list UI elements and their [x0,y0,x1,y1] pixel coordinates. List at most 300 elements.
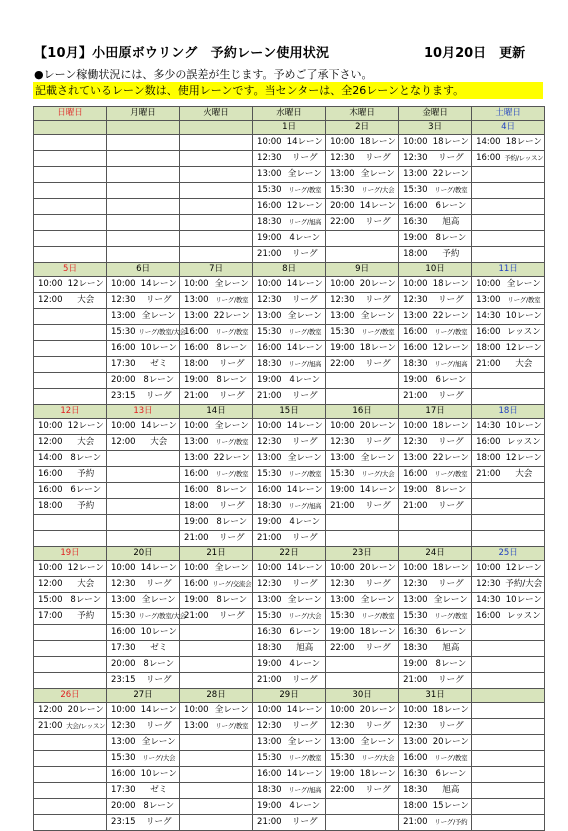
lane-cell [504,625,545,641]
lane-cell: リーグ [431,673,472,689]
lane-cell: リーグ/教室 [431,325,472,341]
date-cell: 8日 [253,263,326,277]
lane-cell: 旭高 [431,783,472,799]
schedule-row [34,309,545,325]
lane-cell: 大会 [66,293,107,309]
time-cell: 16:00 [472,609,504,625]
schedule-row [34,719,545,735]
time-cell: 18:30 [253,499,285,515]
lane-cell: 6レーン [66,483,107,499]
lane-cell: リーグ [212,499,253,515]
schedule-row [34,625,545,641]
lane-cell [504,483,545,499]
lane-cell: 14レーン [358,483,399,499]
time-cell: 19:00 [399,483,431,499]
lane-cell [66,135,107,151]
lane-cell: 14レーン [139,277,180,293]
time-cell [34,531,66,547]
lane-cell: 10レーン [139,767,180,783]
lane-cell: 14レーン [285,341,326,357]
notice-text: ●レーン稼働状況には、多少の誤差が生じます。予めご了承下さい。 [34,68,373,81]
time-cell [399,515,431,531]
lane-cell: リーグ [139,577,180,593]
time-cell: 17:30 [107,641,139,657]
time-cell: 12:30 [399,719,431,735]
time-cell: 12:30 [399,435,431,451]
lane-cell [66,515,107,531]
time-cell [180,625,212,641]
lane-cell: 8レーン [139,373,180,389]
time-cell: 18:00 [472,341,504,357]
lane-cell: 8レーン [431,657,472,673]
lane-cell [212,783,253,799]
lane-cell: 12レーン [431,341,472,357]
date-row [34,405,545,419]
time-cell [472,483,504,499]
time-cell [472,783,504,799]
time-cell [180,151,212,167]
lane-cell: 14レーン [139,561,180,577]
schedule-row [34,561,545,577]
date-row [34,689,545,703]
lane-cell: 全レーン [358,309,399,325]
time-cell [472,767,504,783]
lane-cell: リーグ [358,577,399,593]
time-cell [472,735,504,751]
lane-cell: 全レーン [358,167,399,183]
lane-cell: 20レーン [358,419,399,435]
lane-cell: リーグ [285,435,326,451]
time-cell: 10:00 [326,419,358,435]
time-cell: 15:30 [253,609,285,625]
time-cell: 18:00 [399,799,431,815]
lane-cell: リーグ/教室 [212,435,253,451]
lane-cell: 予約 [431,247,472,263]
lane-cell [66,151,107,167]
time-cell: 18:00 [399,247,431,263]
lane-cell: リーグ [285,531,326,547]
time-cell: 10:00 [399,277,431,293]
lane-cell [139,215,180,231]
time-cell: 10:00 [326,703,358,719]
time-cell: 23:15 [107,389,139,405]
date-cell: 27日 [107,689,180,703]
time-cell: 19:00 [180,593,212,609]
lane-cell [504,673,545,689]
lane-cell: 4レーン [285,799,326,815]
time-cell: 10:00 [399,703,431,719]
date-row [34,547,545,561]
lane-cell: 22レーン [431,451,472,467]
time-cell: 22:00 [326,783,358,799]
time-cell: 15:30 [326,609,358,625]
lane-cell: 8レーン [212,483,253,499]
lane-cell: 12レーン [504,561,545,577]
time-cell: 19:00 [253,657,285,673]
time-cell: 16:30 [399,767,431,783]
schedule-row [34,435,545,451]
time-cell: 18:30 [253,215,285,231]
time-cell: 15:30 [253,751,285,767]
lane-cell: 全レーン [285,593,326,609]
lane-cell: 全レーン [212,277,253,293]
time-cell: 17:30 [107,783,139,799]
lane-cell [358,815,399,831]
time-cell: 13:00 [399,593,431,609]
time-cell [399,531,431,547]
lane-cell: リーグ [285,577,326,593]
lane-cell: 予約/大会 [504,577,545,593]
lane-cell: 全レーン [139,593,180,609]
time-cell [107,515,139,531]
lane-cell: 18レーン [358,135,399,151]
time-cell: 10:00 [34,419,66,435]
time-cell: 12:30 [107,293,139,309]
lane-cell [504,657,545,673]
lane-cell: リーグ/予約 [431,815,472,831]
lane-cell: リーグ/教室 [285,751,326,767]
lane-cell [139,451,180,467]
lane-cell: 14レーン [139,419,180,435]
time-cell: 15:30 [107,751,139,767]
time-cell [34,135,66,151]
lane-cell [66,231,107,247]
lane-cell [212,815,253,831]
lane-cell: リーグ [431,499,472,515]
lane-cell: 全レーン [139,735,180,751]
lane-cell: 14レーン [285,767,326,783]
time-cell [472,815,504,831]
lane-cell [504,199,545,215]
date-cell: 3日 [399,121,472,135]
time-cell [107,167,139,183]
time-cell [326,515,358,531]
time-cell: 20:00 [107,373,139,389]
lane-cell [212,183,253,199]
time-cell [34,815,66,831]
lane-cell [504,719,545,735]
time-cell: 19:00 [253,373,285,389]
lane-cell [212,641,253,657]
time-cell [34,783,66,799]
schedule-row [34,577,545,593]
time-cell: 18:00 [180,499,212,515]
lane-cell: 18レーン [358,625,399,641]
time-cell: 20:00 [107,799,139,815]
time-cell [180,735,212,751]
lane-cell: 22レーン [212,451,253,467]
schedule-row [34,373,545,389]
date-cell: 7日 [180,263,253,277]
lane-cell: リーグ [358,435,399,451]
schedule-row [34,341,545,357]
time-cell [180,215,212,231]
lane-cell [66,183,107,199]
time-cell [34,357,66,373]
lane-cell [358,515,399,531]
time-cell [180,183,212,199]
weekday-cell: 火曜日 [180,107,253,121]
time-cell: 21:00 [253,247,285,263]
lane-cell: リーグ/大会 [358,183,399,199]
lane-cell [504,247,545,263]
time-cell: 10:00 [107,703,139,719]
lane-cell: 14レーン [285,703,326,719]
schedule-row [34,277,545,293]
time-cell: 16:00 [399,199,431,215]
time-cell: 18:00 [180,357,212,373]
lane-cell: 大会 [504,357,545,373]
date-cell: 23日 [326,547,399,561]
time-cell: 18:30 [253,357,285,373]
weekday-cell: 水曜日 [253,107,326,121]
lane-cell: リーグ [212,531,253,547]
time-cell: 13:00 [180,451,212,467]
lane-cell [504,167,545,183]
time-cell: 19:00 [326,767,358,783]
time-cell: 10:00 [472,561,504,577]
time-cell [107,451,139,467]
lane-cell: リーグ/旭高 [285,783,326,799]
time-cell: 10:00 [399,561,431,577]
lane-cell: 14レーン [285,483,326,499]
time-cell: 15:30 [107,609,139,625]
time-cell: 22:00 [326,215,358,231]
schedule-row [34,183,545,199]
lane-cell: リーグ [358,641,399,657]
lane-cell: 大会 [504,467,545,483]
time-cell: 13:00 [253,309,285,325]
time-cell: 21:00 [399,499,431,515]
date-cell: 2日 [326,121,399,135]
date-cell: 1日 [253,121,326,135]
lane-cell: リーグ/教室/大会 [139,325,180,341]
date-cell [472,689,545,703]
lane-cell [139,183,180,199]
lane-cell: リーグ [431,151,472,167]
lane-cell: リーグ/教室 [285,325,326,341]
time-cell: 12:30 [107,719,139,735]
lane-cell: 旭高 [431,641,472,657]
lane-cell [358,231,399,247]
lane-cell: リーグ/教室 [212,325,253,341]
lane-cell: 6レーン [285,625,326,641]
lane-cell [504,499,545,515]
lane-cell [504,183,545,199]
lane-cell: 4レーン [285,373,326,389]
date-cell: 29日 [253,689,326,703]
lane-cell: 6レーン [431,199,472,215]
time-cell [326,799,358,815]
time-cell: 16:30 [399,625,431,641]
schedule-row [34,135,545,151]
lane-cell: レッスン [504,435,545,451]
lane-cell [139,515,180,531]
lane-cell: リーグ [285,815,326,831]
time-cell [472,657,504,673]
lane-cell [66,389,107,405]
time-cell: 10:00 [326,135,358,151]
time-cell: 21:00 [472,357,504,373]
date-cell: 4日 [472,121,545,135]
schedule-row [34,451,545,467]
weekday-cell: 金曜日 [399,107,472,121]
lane-cell [358,799,399,815]
lane-cell: リーグ [358,719,399,735]
weekday-cell: 木曜日 [326,107,399,121]
time-cell: 21:00 [34,719,66,735]
lane-cell [212,247,253,263]
lane-cell [212,231,253,247]
lane-cell: 14レーン [285,419,326,435]
time-cell: 15:30 [326,751,358,767]
time-cell: 19:00 [253,231,285,247]
time-cell [107,199,139,215]
lane-cell: 予約 [66,467,107,483]
lane-cell: レッスン [504,325,545,341]
time-cell: 21:00 [253,815,285,831]
lane-cell [66,199,107,215]
time-cell [472,215,504,231]
time-cell: 21:00 [253,673,285,689]
time-cell [180,783,212,799]
lane-cell: リーグ/教室 [358,609,399,625]
schedule-row [34,703,545,719]
time-cell: 16:00 [180,577,212,593]
lane-cell: リーグ [212,357,253,373]
lane-cell: 8レーン [431,483,472,499]
schedule-row [34,325,545,341]
time-cell [180,641,212,657]
date-cell: 17日 [399,405,472,419]
time-cell [180,231,212,247]
lane-cell: 20レーン [358,561,399,577]
lane-cell: リーグ [431,389,472,405]
time-cell [34,673,66,689]
lane-cell [66,341,107,357]
time-cell: 10:00 [180,277,212,293]
time-cell: 16:00 [399,325,431,341]
lane-cell: 全レーン [358,735,399,751]
time-cell: 10:00 [253,419,285,435]
lane-cell: 全レーン [285,735,326,751]
schedule-row [34,641,545,657]
time-cell [180,199,212,215]
date-row [34,121,545,135]
time-cell [107,183,139,199]
time-cell: 14:00 [34,451,66,467]
time-cell: 14:30 [472,309,504,325]
time-cell: 21:00 [253,531,285,547]
time-cell [180,799,212,815]
time-cell: 13:00 [180,309,212,325]
lane-cell: 全レーン [285,451,326,467]
lane-cell: 全レーン [358,593,399,609]
lane-cell: 18レーン [431,703,472,719]
lane-cell [212,751,253,767]
time-cell: 12:00 [34,293,66,309]
time-cell [472,751,504,767]
lane-cell: 8レーン [212,593,253,609]
time-cell: 13:00 [180,293,212,309]
time-cell: 16:00 [253,341,285,357]
time-cell: 18:30 [399,357,431,373]
time-cell: 10:00 [253,703,285,719]
lane-cell: リーグ [285,719,326,735]
lane-cell: 14レーン [358,199,399,215]
time-cell: 15:30 [399,183,431,199]
time-cell: 16:00 [34,483,66,499]
date-cell: 16日 [326,405,399,419]
lane-cell: リーグ/大会 [358,467,399,483]
time-cell [180,657,212,673]
time-cell: 10:00 [326,561,358,577]
lane-cell [66,799,107,815]
lane-cell [212,215,253,231]
date-cell: 24日 [399,547,472,561]
time-cell [472,625,504,641]
lane-cell: 12レーン [504,341,545,357]
date-cell: 21日 [180,547,253,561]
lane-cell: 全レーン [285,309,326,325]
lane-cell: 大会/レッスン [66,719,107,735]
lane-cell: 全レーン [431,593,472,609]
lane-cell: 8レーン [212,373,253,389]
lane-cell [212,799,253,815]
lane-cell: リーグ [358,783,399,799]
time-cell [107,231,139,247]
time-cell: 18:00 [472,451,504,467]
time-cell: 16:00 [34,467,66,483]
lane-cell [212,167,253,183]
date-cell: 22日 [253,547,326,561]
lane-cell: リーグ/交流会 [212,577,253,593]
time-cell [107,151,139,167]
lane-cell [66,357,107,373]
date-cell: 26日 [34,689,107,703]
time-cell: 21:00 [180,609,212,625]
weekday-cell: 日曜日 [34,107,107,121]
lane-cell [212,135,253,151]
time-cell: 10:00 [253,135,285,151]
lane-cell: 8レーン [66,451,107,467]
time-cell: 13:00 [326,735,358,751]
time-cell: 16:00 [180,467,212,483]
lane-cell [358,657,399,673]
time-cell: 13:00 [253,593,285,609]
time-cell [34,183,66,199]
time-cell: 12:30 [253,435,285,451]
lane-cell: リーグ/教室 [285,467,326,483]
lane-cell: 10レーン [504,309,545,325]
time-cell: 18:30 [253,641,285,657]
time-cell: 15:30 [253,467,285,483]
lane-cell [504,783,545,799]
schedule-row [34,419,545,435]
lane-cell [504,231,545,247]
time-cell: 10:00 [107,419,139,435]
time-cell: 15:30 [326,325,358,341]
lane-cell [139,499,180,515]
lane-cell: 8レーン [66,593,107,609]
lane-cell: リーグ [431,435,472,451]
time-cell [34,341,66,357]
time-cell: 21:00 [399,389,431,405]
lane-cell: リーグ [358,293,399,309]
lane-cell [66,215,107,231]
lane-cell: 14レーン [285,277,326,293]
schedule-row [34,515,545,531]
